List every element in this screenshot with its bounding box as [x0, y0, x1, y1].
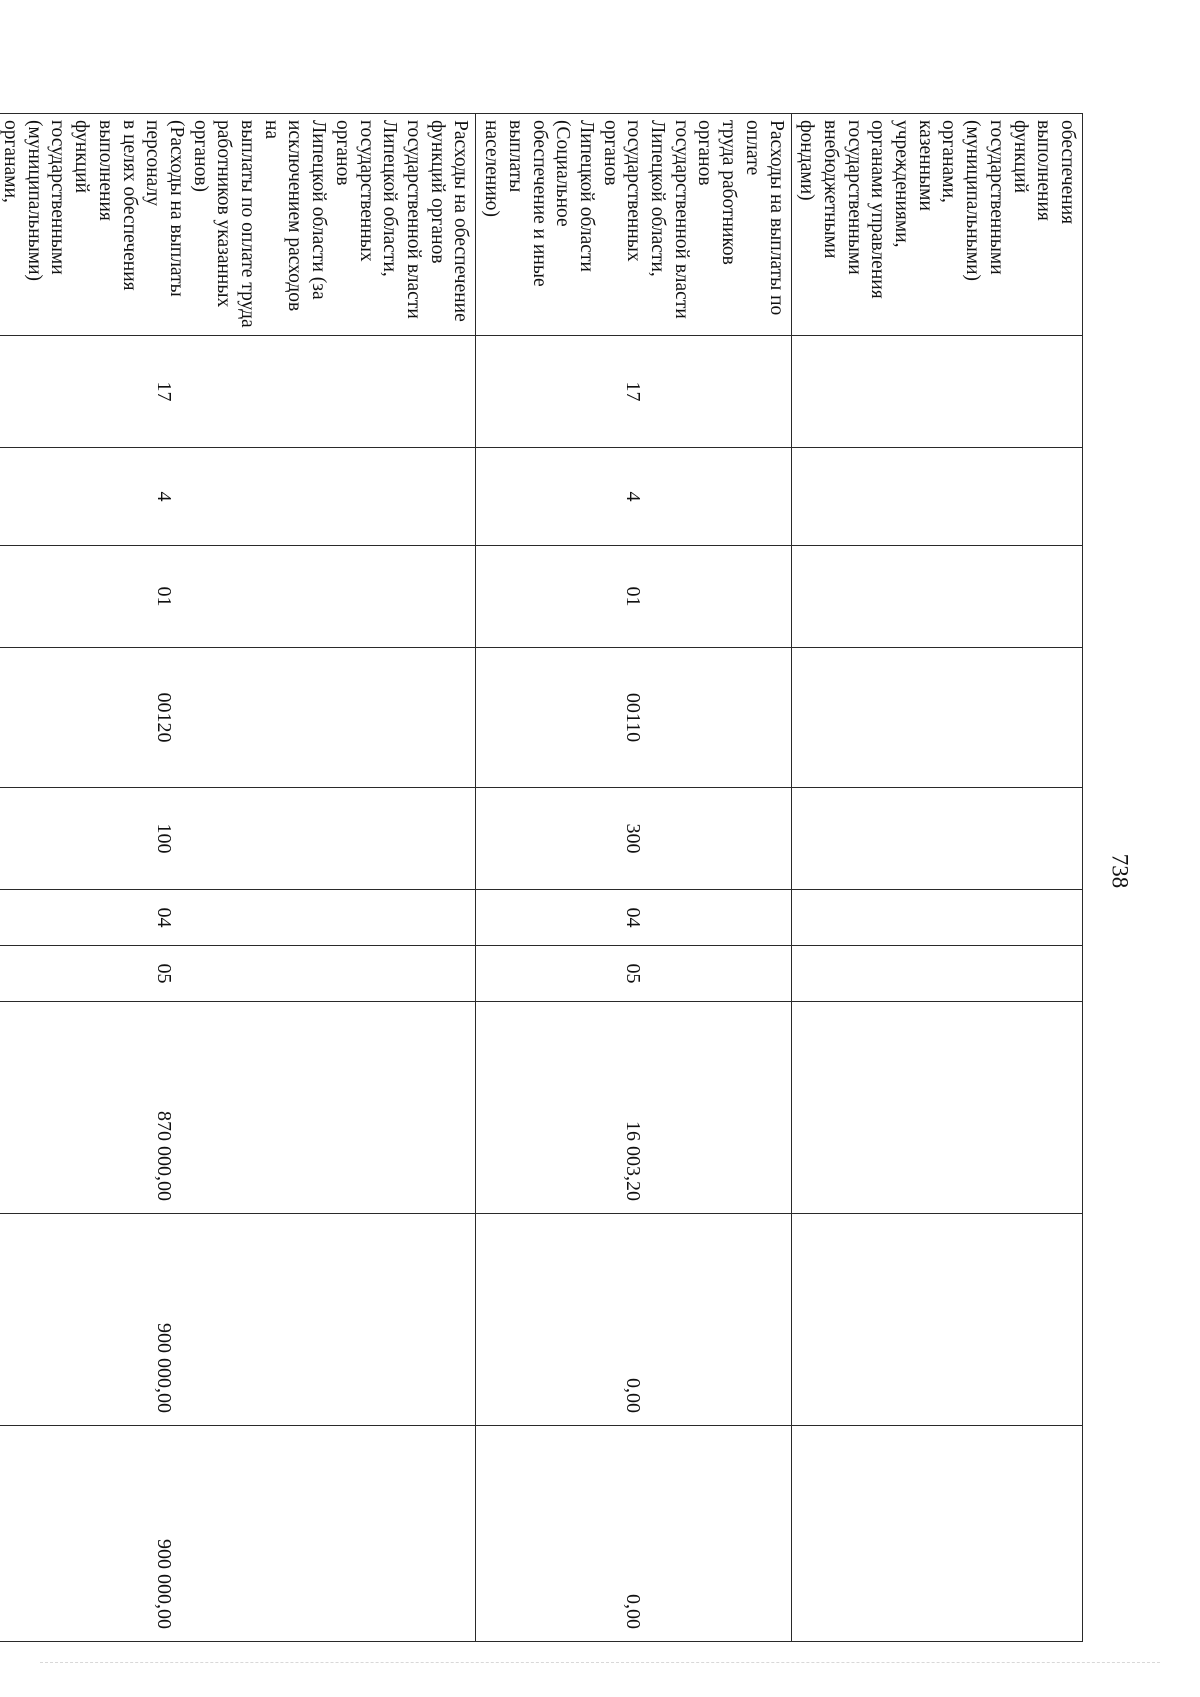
pp-cell: 01	[0, 546, 476, 648]
pr-cell: 05	[0, 946, 476, 1002]
pr-cell: 05	[476, 946, 791, 1002]
cs-cell	[791, 648, 1082, 788]
gp-cell: 4	[0, 448, 476, 546]
sum3-cell	[791, 1426, 1082, 1642]
rz-cell: 04	[0, 890, 476, 946]
rotated-table-wrapper	[0, 113, 1083, 1641]
pp-cell: 01	[476, 546, 791, 648]
sum1-cell: 16 003,20	[476, 1002, 791, 1214]
vr-cell: 100	[0, 788, 476, 890]
row-name: обеспечения выполнения функций государственными (муниципальными) органами, казенными учреждениями, органами управления государственными внебюджетными фондами)	[791, 114, 1082, 336]
sum2-cell: 900 000,00	[0, 1214, 476, 1426]
vr-cell	[791, 788, 1082, 890]
cs-cell: 00120	[0, 648, 476, 788]
grbs-cell: 17	[476, 336, 791, 448]
rz-cell: 04	[476, 890, 791, 946]
sum1-cell: 870 000,00	[0, 1002, 476, 1214]
gp-cell: 4	[476, 448, 791, 546]
sum2-cell	[791, 1214, 1082, 1426]
rz-cell	[791, 890, 1082, 946]
scan-edge-marks	[40, 1662, 1160, 1666]
budget-table	[0, 113, 1083, 1642]
gp-cell	[791, 448, 1082, 546]
pr-cell	[791, 946, 1082, 1002]
cs-cell: 00110	[476, 648, 791, 788]
sum3-cell: 900 000,00	[0, 1426, 476, 1642]
sum3-cell: 0,00	[476, 1426, 791, 1642]
vr-cell: 300	[476, 788, 791, 890]
sum2-cell: 0,00	[476, 1214, 791, 1426]
table-row	[476, 114, 791, 1642]
row-name: Расходы на выплаты по оплате труда работников органов государственной власти Липецкой области, государственных органов Липецкой области (Социальное обеспечение и иные выплаты населению)	[476, 114, 791, 336]
sum1-cell	[791, 1002, 1082, 1214]
grbs-cell	[791, 336, 1082, 448]
grbs-cell: 17	[0, 336, 476, 448]
table-row	[0, 114, 476, 1642]
page-number: 738	[1107, 853, 1133, 889]
pp-cell	[791, 546, 1082, 648]
table-row	[791, 114, 1082, 1642]
row-name: Расходы на обеспечение функций органов государственной власти Липецкой области, государственных органов Липецкой области (за исключением расходов на выплаты по оплате труда работников указанных органов) (Расходы на выплаты персоналу в целях обеспечения выполнения функций государственными (муниципальными) органами,	[0, 114, 476, 336]
